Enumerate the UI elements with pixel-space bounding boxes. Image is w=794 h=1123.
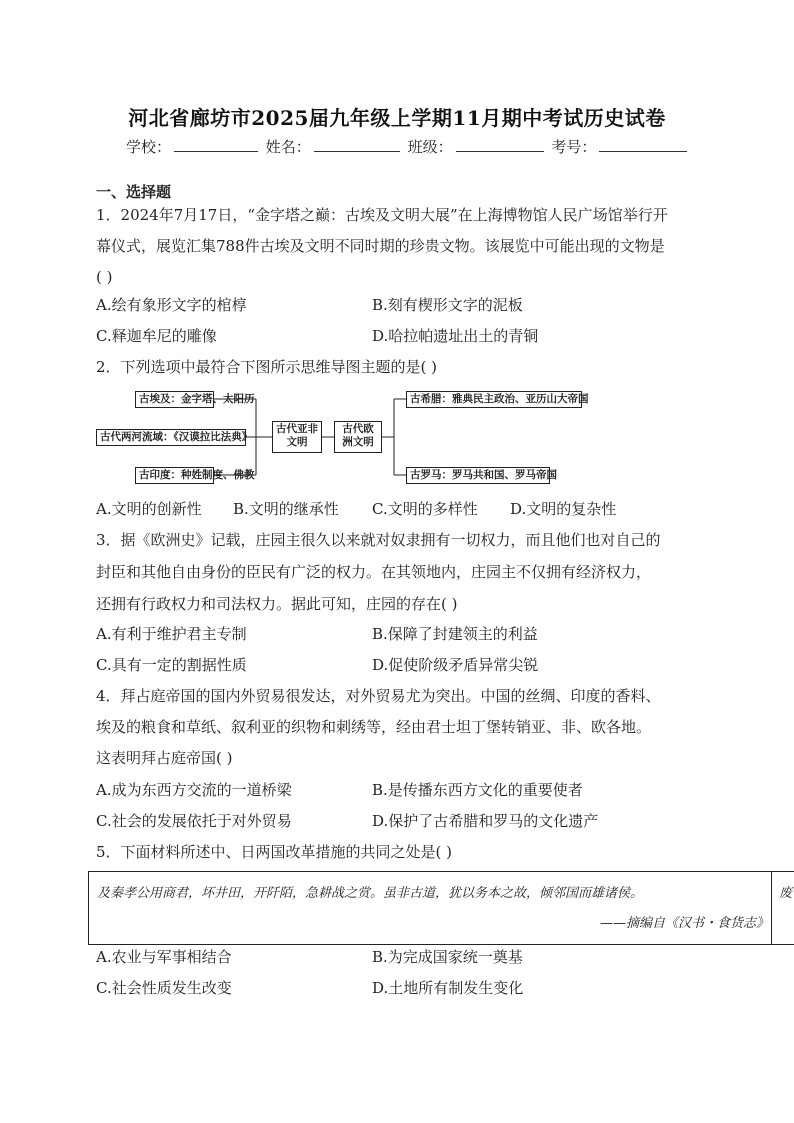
q2-option-b: B.文明的继承性: [233, 500, 339, 518]
q4-line-3: 这表明拜占庭帝国( ): [96, 749, 233, 767]
q4-line-1: 4．拜占庭帝国的国内外贸易很发达，对外贸易尤为突出。中国的丝绸、印度的香料、: [96, 687, 661, 705]
diagram-box-asia-africa: 古代亚非文明: [272, 421, 322, 453]
school-blank: [174, 137, 258, 152]
material-quote-box: [88, 871, 794, 945]
q3-option-b: B.保障了封建领主的利益: [372, 625, 538, 643]
class-label: 班级：: [407, 138, 453, 156]
q2-option-c: C.文明的多样性: [372, 500, 478, 518]
q5-option-a: A.农业与军事相结合: [96, 948, 232, 966]
diagram-box-rome: 古罗马：罗马共和国、罗马帝国: [406, 467, 550, 484]
number-blank: [599, 137, 687, 152]
q2-line-1: 2．下列选项中最符合下图所示思维导图主题的是( ): [96, 358, 438, 376]
q4-option-a: A.成为东西方交流的一道桥梁: [96, 781, 292, 799]
q1-line-3: ( ): [96, 268, 113, 286]
q4-option-b: B.是传播东西方文化的重要使者: [372, 781, 583, 799]
q1-line-2: 幕仪式，展览汇集788件古埃及文明不同时期的珍贵文物。该展览中可能出现的文物是: [96, 237, 665, 255]
page-title: 河北省廊坊市2025届九年级上学期11月期中考试历史试卷: [128, 106, 666, 130]
q3-option-d: D.促使阶级矛盾异常尖锐: [372, 656, 539, 674]
name-blank: [314, 137, 400, 152]
q4-line-2: 埃及的粮食和草纸、叙利亚的织物和刺绣等，经由君士坦丁堡转销亚、非、欧各地。: [96, 718, 652, 736]
section-heading: 一、选择题: [96, 183, 172, 201]
diagram-box-egypt: 古埃及：金字塔、太阳历: [135, 391, 214, 408]
diagram-box-mesopotamia: 古代两河流域：《汉谟拉比法典》: [96, 429, 246, 446]
student-info-row: [126, 136, 690, 157]
q1-option-d: D.哈拉帕遗址出土的青铜: [372, 327, 539, 345]
q2-option-a: A.文明的创新性: [96, 500, 202, 518]
q5-option-d: D.土地所有制发生变化: [372, 979, 524, 997]
q3-line-1: 3．据《欧洲史》记载，庄园主很久以来就对奴隶拥有一切权力，而且他们也对自己的: [96, 531, 661, 549]
diagram-box-india: 古印度：种姓制度、佛教: [135, 467, 214, 484]
q5-option-b: B.为完成国家统一奠基: [372, 948, 523, 966]
q3-line-3: 还拥有行政权力和司法权力。据此可知，庄园的存在( ): [96, 595, 458, 613]
material-column-divider: [771, 872, 772, 944]
number-label: 考号：: [551, 138, 597, 156]
q3-option-c: C.具有一定的割据性质: [96, 656, 247, 674]
q1-option-b: B.刻有楔形文字的泥板: [372, 296, 523, 314]
q5-line-1: 5．下面材料所述中、日两国改革措施的共同之处是( ): [96, 843, 453, 861]
diagram-box-greece: 古希腊：雅典民主政治、亚历山大帝国: [406, 391, 582, 408]
q5-option-c: C.社会性质发生改变: [96, 979, 232, 997]
q2-option-d: D.文明的复杂性: [510, 500, 617, 518]
q1-option-a: A.绘有象形文字的棺椁: [96, 296, 247, 314]
q3-option-a: A.有利于维护君主专制: [96, 625, 247, 643]
class-blank: [456, 137, 544, 152]
q1-option-c: C.释迦牟尼的雕像: [96, 327, 217, 345]
material-quote-text: 及秦孝公用商君，坏井田，开阡陌，急耕战之赏。虽非古道，犹以务本之故，倾邻国而雄诸侯。: [97, 886, 644, 901]
q4-option-c: C.社会的发展依托于对外贸易: [96, 812, 292, 830]
school-label: 学校：: [126, 138, 172, 156]
q4-option-d: D.保护了古希腊和罗马的文化遗产: [372, 812, 599, 830]
mind-map-diagram: [96, 385, 596, 490]
material-quote-source: ——摘编自《汉书・食货志》: [599, 916, 769, 931]
diagram-box-europe: 古代欧洲文明: [334, 421, 382, 453]
material-cut-text: 废: [779, 886, 793, 901]
q3-line-2: 封臣和其他自由身份的臣民有广泛的权力。在其领地内，庄园主不仅拥有经济权力，: [96, 563, 652, 581]
q1-line-1: 1．2024年7月17日，“金字塔之巅：古埃及文明大展”在上海博物馆人民广场馆举行开: [96, 206, 668, 224]
name-label: 姓名：: [265, 138, 311, 156]
